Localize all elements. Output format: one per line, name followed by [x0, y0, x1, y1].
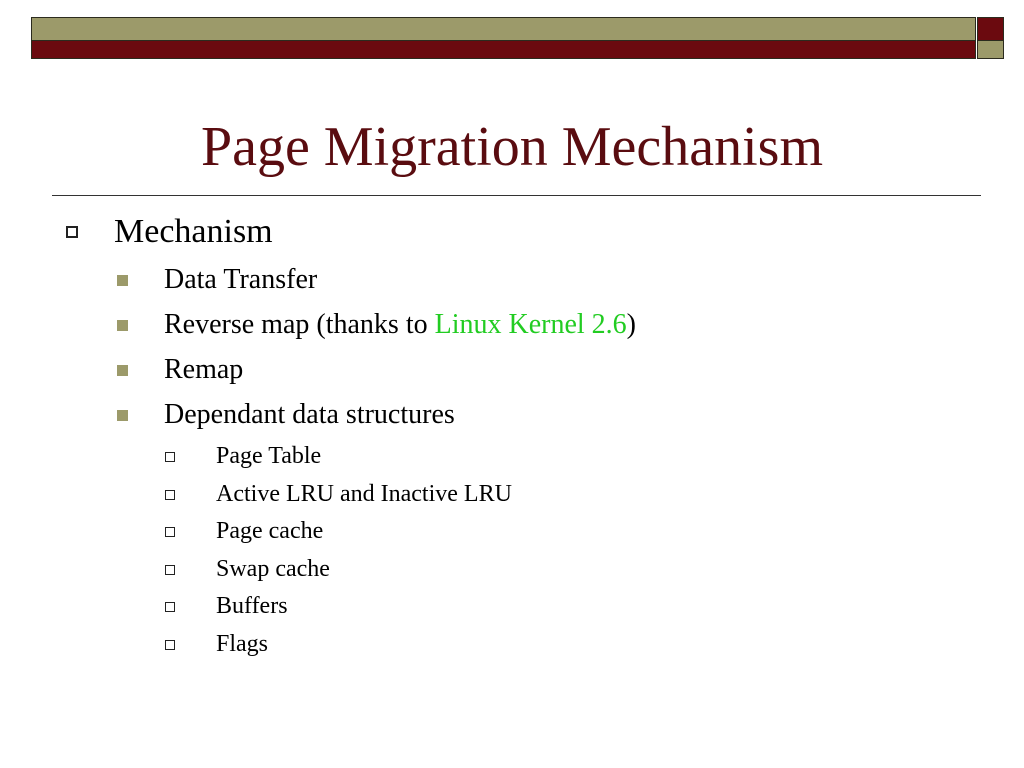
filled-square-bullet-icon: [117, 365, 128, 376]
reverse-map-close: ): [626, 309, 636, 340]
hollow-square-bullet-icon: [165, 565, 175, 575]
header-square-olive: [977, 41, 1004, 59]
filled-square-bullet-icon: [117, 410, 128, 421]
bullet-page-cache: Page cache: [216, 518, 324, 544]
bullet-active-inactive-lru: Active LRU and Inactive LRU: [216, 481, 512, 507]
slide-title: Page Migration Mechanism: [200, 116, 824, 178]
bullet-buffers: Buffers: [216, 593, 288, 619]
bullet-flags: Flags: [216, 631, 269, 657]
title-divider: [52, 195, 981, 196]
header-bar-olive: [31, 17, 976, 41]
hollow-square-bullet-icon: [165, 452, 175, 462]
bullet-swap-cache: Swap cache: [216, 556, 330, 582]
header-square-maroon: [977, 17, 1004, 41]
reverse-map-text: Reverse map (thanks to: [164, 309, 435, 340]
bullet-page-table: Page Table: [216, 443, 322, 469]
bullet-data-transfer: Data Transfer: [164, 264, 318, 295]
bullet-remap: Remap: [164, 354, 244, 385]
hollow-square-bullet-icon: [66, 226, 78, 238]
filled-square-bullet-icon: [117, 275, 128, 286]
linux-kernel-link[interactable]: Linux Kernel 2.6: [434, 309, 627, 340]
hollow-square-bullet-icon: [165, 527, 175, 537]
bullet-dependant-data-structures: Dependant data structures: [164, 399, 455, 430]
bullet-reverse-map: [164, 308, 636, 342]
hollow-square-bullet-icon: [165, 640, 175, 650]
hollow-square-bullet-icon: [165, 602, 175, 612]
header-bar-maroon: [31, 41, 976, 59]
hollow-square-bullet-icon: [165, 490, 175, 500]
filled-square-bullet-icon: [117, 320, 128, 331]
bullet-mechanism: Mechanism: [114, 213, 273, 250]
